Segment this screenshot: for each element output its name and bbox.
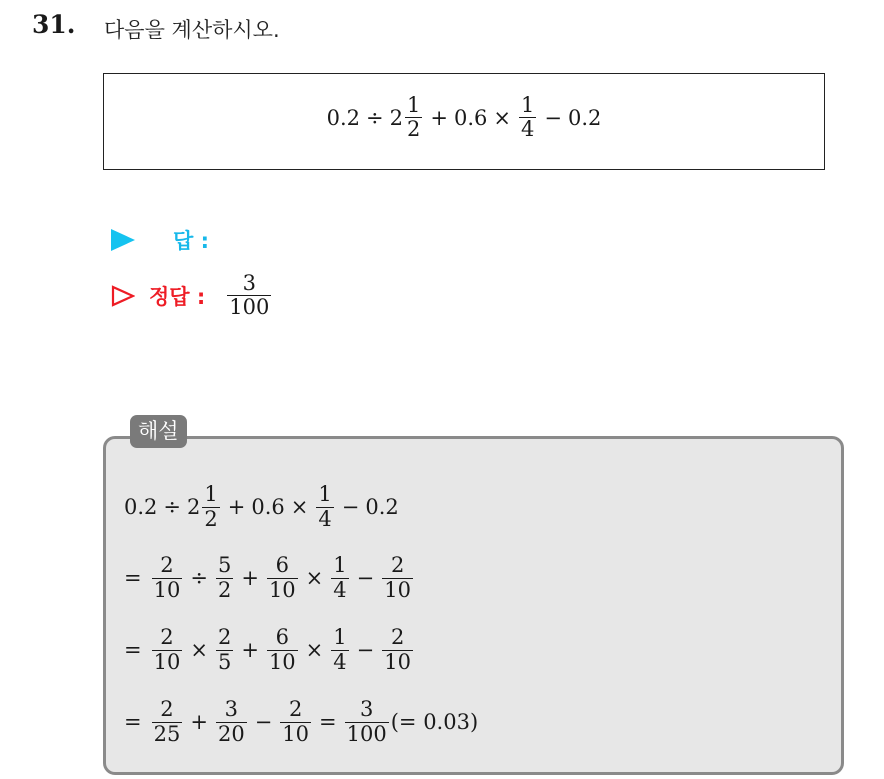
fraction-denominator: 10: [153, 577, 181, 602]
fraction-numerator: 2: [160, 625, 174, 650]
sol-op: ×: [305, 566, 324, 590]
fraction-numerator: 5: [217, 553, 232, 578]
sol-fraction: [216, 698, 247, 745]
sol-fraction: [202, 483, 219, 530]
sol-op: −: [356, 566, 375, 590]
sol-fraction: [331, 554, 348, 601]
fraction-numerator: 6: [275, 553, 289, 578]
correct-answer-row: [111, 272, 273, 319]
fraction-denominator: 2: [407, 117, 421, 142]
sol-equals: =: [124, 638, 142, 662]
correct-answer-value: [225, 272, 273, 319]
fraction-numerator: 1: [521, 93, 535, 117]
fraction-denominator: 100: [229, 295, 270, 320]
fraction-denominator: 100: [346, 721, 387, 746]
fraction-numerator: 2: [390, 625, 405, 650]
sol-decimal-note: (= 0.03): [390, 710, 479, 734]
sol-equals: =: [124, 710, 142, 734]
expr-fraction-2: [519, 94, 536, 141]
fraction-denominator: 2: [204, 506, 218, 531]
play-triangle-icon: [111, 229, 135, 251]
sol-op: +: [241, 566, 259, 590]
sol-op: +: [190, 710, 208, 734]
answer-label: 답 :: [173, 229, 209, 253]
fraction-numerator: 2: [217, 625, 232, 650]
expr-op-divide: ÷: [366, 105, 384, 130]
expr-op-times: ×: [493, 105, 511, 130]
fraction-numerator: 1: [407, 93, 421, 117]
fraction-numerator: 2: [288, 697, 303, 722]
expression: [327, 94, 602, 141]
fraction-denominator: 10: [268, 577, 296, 602]
fraction-numerator: 3: [224, 697, 238, 722]
sol-fraction: [316, 483, 333, 530]
sol-op: −: [254, 710, 273, 734]
expr-op-plus: +: [430, 105, 448, 130]
sol-op: +: [241, 638, 259, 662]
solution-line-2: [124, 542, 478, 614]
fraction-denominator: 10: [153, 649, 181, 674]
sol-fraction: [331, 626, 348, 673]
solution-line-3: [124, 614, 478, 686]
fraction-denominator: 2: [217, 577, 232, 602]
fraction-denominator: 4: [318, 506, 332, 531]
question-number: 31.: [32, 10, 76, 39]
expr-fraction-1: [405, 94, 422, 141]
sol-op: ÷: [163, 495, 182, 519]
fraction-numerator: 2: [160, 697, 174, 722]
fraction-numerator: 1: [333, 625, 347, 650]
sol-fraction: [345, 698, 389, 745]
fraction-denominator: 4: [333, 649, 347, 674]
fraction-denominator: 10: [384, 577, 411, 602]
correct-answer-label: 정답 :: [149, 284, 206, 309]
expr-op-minus: −: [544, 105, 562, 130]
expr-term-a: 0.2: [326, 105, 361, 130]
fraction-numerator: 1: [204, 482, 218, 507]
fraction-numerator: 1: [333, 553, 347, 578]
fraction-denominator: 10: [384, 649, 411, 674]
sol-equals: =: [124, 566, 142, 590]
sol-op: −: [356, 638, 375, 662]
sol-fraction: [216, 554, 233, 601]
solution-line-1: [124, 472, 478, 542]
sol-fraction: [280, 698, 311, 745]
outline-triangle-icon: [111, 285, 135, 307]
fraction-denominator: 4: [333, 577, 347, 602]
question-instruction: 다음을 계산하시오.: [104, 18, 280, 42]
expr-mixed-whole: 2: [389, 105, 403, 130]
solution-line-4: [124, 686, 478, 758]
fraction-denominator: 20: [217, 721, 245, 746]
sol-op: +: [227, 495, 246, 519]
fraction-numerator: 1: [318, 482, 332, 507]
sol-term: 0.2: [124, 495, 158, 519]
sol-mixed-whole: 2: [187, 495, 201, 519]
sol-op: ×: [190, 638, 208, 662]
expr-term-c: 0.2: [567, 105, 602, 130]
correct-answer-fraction: [227, 272, 271, 319]
sol-fraction: [267, 554, 298, 601]
fraction-denominator: 5: [217, 649, 232, 674]
sol-fraction: [382, 626, 413, 673]
expression-box: [103, 73, 825, 170]
fraction-denominator: 10: [268, 649, 296, 674]
answer-row: [111, 225, 209, 255]
sol-equals: =: [319, 710, 337, 734]
sol-term: 0.2: [365, 495, 399, 519]
sol-term: 0.6: [251, 495, 285, 519]
fraction-numerator: 6: [275, 625, 289, 650]
sol-op: ÷: [190, 566, 208, 590]
solution-tag: 해설: [130, 415, 187, 448]
fraction-denominator: 4: [521, 117, 535, 142]
sol-op: −: [341, 495, 360, 519]
fraction-numerator: 3: [360, 697, 374, 722]
sol-fraction: [152, 554, 183, 601]
fraction-numerator: 3: [242, 271, 257, 295]
sol-fraction: [216, 626, 233, 673]
sol-op: ×: [305, 638, 324, 662]
solution-steps: [124, 472, 478, 758]
sol-fraction: [152, 698, 183, 745]
expr-term-b: 0.6: [453, 105, 488, 130]
fraction-denominator: 10: [282, 721, 310, 746]
fraction-denominator: 25: [153, 721, 181, 746]
sol-fraction: [152, 626, 183, 673]
sol-fraction: [382, 554, 413, 601]
sol-op: ×: [290, 495, 309, 519]
fraction-numerator: 2: [390, 553, 405, 578]
fraction-numerator: 2: [160, 553, 174, 578]
sol-fraction: [267, 626, 298, 673]
